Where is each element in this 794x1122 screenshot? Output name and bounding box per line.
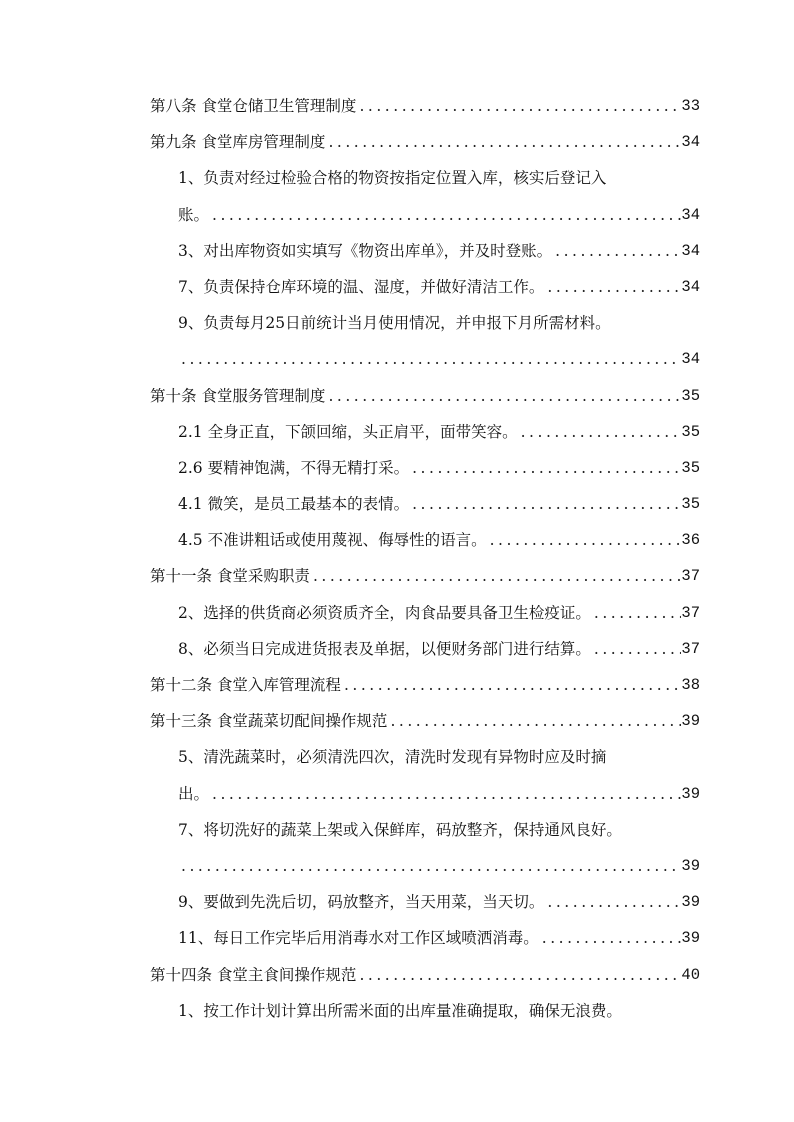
toc-entry-text: 1、负责对经过检验合格的物资按指定位置入库，核实后登记入 bbox=[178, 169, 607, 188]
toc-entry[interactable] bbox=[150, 739, 700, 775]
toc-entry-text-cont: 出。 bbox=[178, 784, 210, 803]
toc-entry-continuation bbox=[150, 197, 700, 233]
toc-leader-dots bbox=[310, 558, 681, 594]
toc-page-number: 33 bbox=[681, 97, 700, 115]
toc-page-number: 34 bbox=[681, 350, 700, 369]
toc-page-number: 34 bbox=[681, 241, 700, 260]
toc-entry-text: 2.6 要精神饱满，不得无精打采。 bbox=[178, 458, 410, 477]
toc-entry[interactable] bbox=[150, 522, 700, 558]
toc-entry[interactable] bbox=[150, 920, 700, 956]
toc-entry-text: 第十条 食堂服务管理制度 bbox=[150, 386, 326, 405]
toc-leader-dots bbox=[325, 378, 681, 414]
toc-page-number: 37 bbox=[681, 639, 700, 658]
toc-entry-text: 9、负责每月25日前统计当月使用情况，并申报下月所需材料。 bbox=[178, 314, 611, 333]
toc-entry-text: 9、要做到先洗后切，码放整齐，当天用菜，当天切。 bbox=[178, 893, 545, 912]
toc-leader-dots bbox=[356, 957, 681, 993]
toc-leader-dots bbox=[178, 848, 681, 884]
toc-leader-dots bbox=[591, 595, 682, 631]
toc-entry-text: 4.5 不准讲粗话或使用蔑视、侮辱性的语言。 bbox=[178, 531, 487, 550]
toc-entry[interactable] bbox=[150, 88, 700, 124]
toc-page-number: 34 bbox=[681, 277, 700, 296]
toc-entry[interactable] bbox=[150, 305, 700, 341]
toc-leader-dots bbox=[409, 450, 681, 486]
toc-page-number: 40 bbox=[681, 965, 700, 984]
toc-entry-text: 第十二条 食堂入库管理流程 bbox=[150, 676, 341, 694]
toc-leader-dots bbox=[552, 233, 681, 269]
toc-entry[interactable] bbox=[150, 233, 700, 269]
toc-page-number: 34 bbox=[681, 133, 700, 152]
toc-leader-dots bbox=[409, 486, 681, 522]
toc-page-number: 35 bbox=[681, 458, 700, 477]
toc-entry-text: 7、将切洗好的蔬菜上架或入保鲜库，码放整齐，保持通风良好。 bbox=[178, 820, 622, 839]
toc-entry-text: 3、对出库物资如实填写《物资出库单》，并及时登账。 bbox=[178, 241, 553, 260]
toc-entry-text: 第十四条 食堂主食间操作规范 bbox=[150, 965, 357, 984]
toc-page-number: 39 bbox=[681, 856, 700, 875]
toc-entry[interactable] bbox=[150, 269, 700, 305]
toc-entry-text: 第九条 食堂库房管理制度 bbox=[150, 133, 326, 152]
toc-page-number: 39 bbox=[681, 929, 700, 948]
toc-leader-dots bbox=[209, 776, 681, 812]
toc-entry[interactable] bbox=[150, 450, 700, 486]
toc-leader-dots bbox=[539, 920, 682, 956]
toc-entry-text: 11、每日工作完毕后用消毒水对工作区域喷洒消毒。 bbox=[178, 929, 539, 948]
toc-entry-text-cont: 账。 bbox=[178, 205, 210, 224]
toc-leader-dots bbox=[356, 88, 681, 124]
toc-entry[interactable] bbox=[150, 378, 700, 414]
toc-page-number: 39 bbox=[681, 893, 700, 912]
toc-page-number: 39 bbox=[681, 712, 700, 731]
toc-entry-text: 第八条 食堂仓储卫生管理制度 bbox=[150, 97, 357, 115]
toc-entry-text: 4.1 微笑，是员工最基本的表情。 bbox=[178, 495, 410, 514]
toc-entry[interactable] bbox=[150, 667, 700, 703]
toc-entry-text: 2、选择的供货商必须资质齐全，肉食品要具备卫生检疫证。 bbox=[178, 603, 591, 622]
toc-entry-continuation bbox=[150, 848, 700, 884]
toc-leader-dots bbox=[544, 884, 681, 920]
toc-entry[interactable] bbox=[150, 558, 700, 594]
toc-entry-text: 5、清洗蔬菜时，必须清洗四次，清洗时发现有异物时应及时摘 bbox=[178, 748, 607, 767]
toc-leader-dots bbox=[518, 414, 682, 450]
toc-leader-dots bbox=[341, 667, 681, 703]
toc-page-number: 39 bbox=[681, 784, 700, 803]
toc-page-number: 34 bbox=[681, 205, 700, 224]
toc-entry[interactable] bbox=[150, 595, 700, 631]
table-of-contents bbox=[150, 88, 700, 1029]
toc-entry-text: 第十一条 食堂采购职责 bbox=[150, 567, 310, 586]
toc-page-number: 35 bbox=[681, 386, 700, 405]
toc-entry[interactable] bbox=[150, 414, 700, 450]
toc-leader-dots bbox=[591, 631, 682, 667]
toc-page-number: 37 bbox=[681, 603, 700, 622]
toc-entry[interactable] bbox=[150, 703, 700, 739]
toc-entry[interactable] bbox=[150, 124, 700, 160]
toc-leader-dots bbox=[487, 522, 682, 558]
toc-entry[interactable] bbox=[150, 957, 700, 993]
toc-entry-text: 第十三条 食堂蔬菜切配间操作规范 bbox=[150, 712, 388, 731]
toc-entry-text: 2.1 全身正直，下颌回缩，头正肩平，面带笑容。 bbox=[178, 422, 518, 441]
toc-entry[interactable] bbox=[150, 812, 700, 848]
toc-entry-text: 1、按工作计划计算出所需米面的出库量准确提取，确保无浪费。 bbox=[178, 1001, 622, 1020]
toc-leader-dots bbox=[387, 703, 681, 739]
toc-page-number: 35 bbox=[681, 495, 700, 514]
toc-entry[interactable] bbox=[150, 884, 700, 920]
toc-entry[interactable] bbox=[150, 160, 700, 196]
toc-page-number: 36 bbox=[681, 531, 700, 550]
toc-page-number: 38 bbox=[681, 676, 700, 694]
toc-page-number: 35 bbox=[681, 422, 700, 441]
toc-leader-dots bbox=[209, 197, 681, 233]
toc-entry-continuation bbox=[150, 341, 700, 377]
toc-entry[interactable] bbox=[150, 993, 700, 1029]
toc-entry-text: 7、负责保持仓库环境的温、湿度，并做好清洁工作。 bbox=[178, 277, 545, 296]
toc-entry[interactable] bbox=[150, 486, 700, 522]
toc-leader-dots bbox=[178, 341, 681, 377]
toc-leader-dots bbox=[325, 124, 681, 160]
toc-leader-dots bbox=[544, 269, 681, 305]
toc-entry-continuation bbox=[150, 776, 700, 812]
toc-page-number: 37 bbox=[681, 567, 700, 586]
toc-entry[interactable] bbox=[150, 631, 700, 667]
toc-entry-text: 8、必须当日完成进货报表及单据，以便财务部门进行结算。 bbox=[178, 639, 591, 658]
